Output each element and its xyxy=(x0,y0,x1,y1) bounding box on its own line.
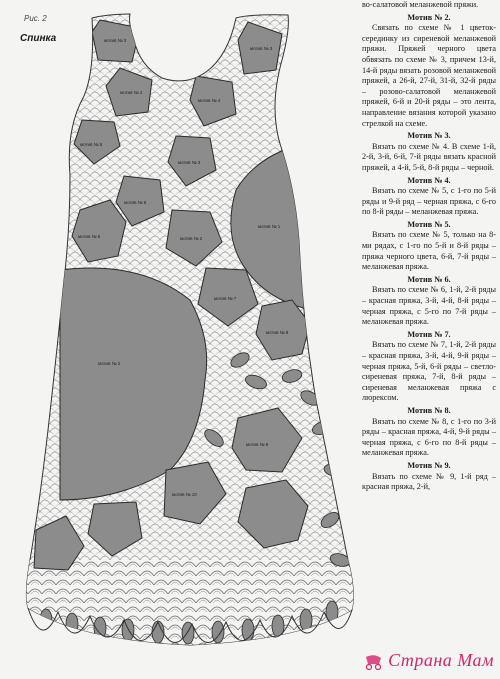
motif-heading: Мотив № 6. xyxy=(407,274,451,284)
instruction-paragraph: Вязать по схеме № 7, 1-й, 2-й ряды – красная пряжа, 3-й, 4-й, 9-й ряды – черная пряжа, 5-й, 6-й ряды – светло-сиреневая пряжа, 7-й, 8-й ряды – сиреневая меланжевая пряжа с люрексом. xyxy=(362,340,496,403)
motif-label: мотив № 8 xyxy=(266,330,289,335)
instruction-paragraph: Вязать по схеме № 6, 1-й, 2-й ряды – красная пряжа, 3-й, 4-й, 8-й ряды – черная пряжа, с 5-го по 7-й ряды – меланжевая пряжа. xyxy=(362,285,496,327)
motif-label: мотив № 3 xyxy=(104,38,127,43)
instruction-paragraph: во-салатовой меланжевой пряжи. xyxy=(362,0,479,9)
motif-label: мотив № 3 xyxy=(250,46,273,51)
figure-label: Рис. 2 xyxy=(24,14,47,23)
motif-label: мотив № 2 xyxy=(98,361,121,366)
motif-label: мотив № 2 xyxy=(180,236,203,241)
motif-label: мотив № 9 xyxy=(246,442,269,447)
motif-heading: Мотив № 5. xyxy=(407,219,451,229)
motif-heading: Мотив № 9. xyxy=(407,460,451,470)
motif-heading: Мотив № 4. xyxy=(407,175,451,185)
motif-label: мотив № 10 xyxy=(172,492,197,497)
instructions-column xyxy=(362,0,496,493)
instruction-paragraph: Вязать по схеме № 5, только на 8-ми рядах, с 1-го по 5-й и 8-й ряды – пряжа черного цвета, 6-й, 7-й ряды – меланжевая пряжа. xyxy=(362,230,496,272)
motif-label: мотив № 1 xyxy=(258,224,281,229)
instruction-paragraph: Вязать по схеме № 4. В схеме 1-й, 2-й, 3-й, 6-й, 7-й ряды вязать красной пряжей, а 4-й, 5-й, 8-й ряды – черной. xyxy=(362,141,496,172)
instruction-paragraph: Вязать по схеме № 9, 1-й ряд – красная пряжа, 2-й, xyxy=(362,471,496,492)
motif-label: мотив № 4 xyxy=(120,90,143,95)
motif-heading: Мотив № 2. xyxy=(407,12,451,22)
motif-heading: Мотив № 8. xyxy=(407,405,451,415)
figure-title: Спинка xyxy=(20,33,57,44)
instruction-paragraph: Связать по схеме № 1 цветок-серединку из сиреневой меланжевой пряжи. Пряжей черного цвета обвязать по схеме № 3, причем 13-й, 14-й ряды вязать розовой меланжевой пряжей, а 26-й, 27-й, 31-й, 32-й ряды – розово-салатовой меланжевой пряжей, 6-й и 20-й ряды – это лента, направление вязания которой указано стрелкой на схеме. xyxy=(362,23,496,128)
watermark-text: Страна Мам xyxy=(388,650,494,670)
motif-label: мотив № 3 xyxy=(178,160,201,165)
motif-label: мотив № 4 xyxy=(198,98,221,103)
motif-label: мотив № 7 xyxy=(214,296,237,301)
motif-label: мотив № 5 xyxy=(80,142,103,147)
site-watermark xyxy=(363,650,494,671)
instruction-paragraph: Вязать по схеме № 5, с 1-го по 5-й ряды и 9-й ряд – черная пряжа, с 6-го по 8-й ряды – меланжевая пряжа. xyxy=(362,186,496,217)
motif-label: мотив № 6 xyxy=(124,200,147,205)
stroller-icon xyxy=(363,653,385,671)
motif-heading: Мотив № 3. xyxy=(407,131,451,141)
motif-heading: Мотив № 7. xyxy=(407,329,451,339)
motif-label: мотив № 5 xyxy=(78,234,101,239)
instruction-paragraph: Вязать по схеме № 8, с 1-го по 3-й ряды – красная пряжа, 4-й, 9-й ряды – черная пряжа, с 6-го по 8-й ряды – меланжевая пряжа. xyxy=(362,416,496,458)
